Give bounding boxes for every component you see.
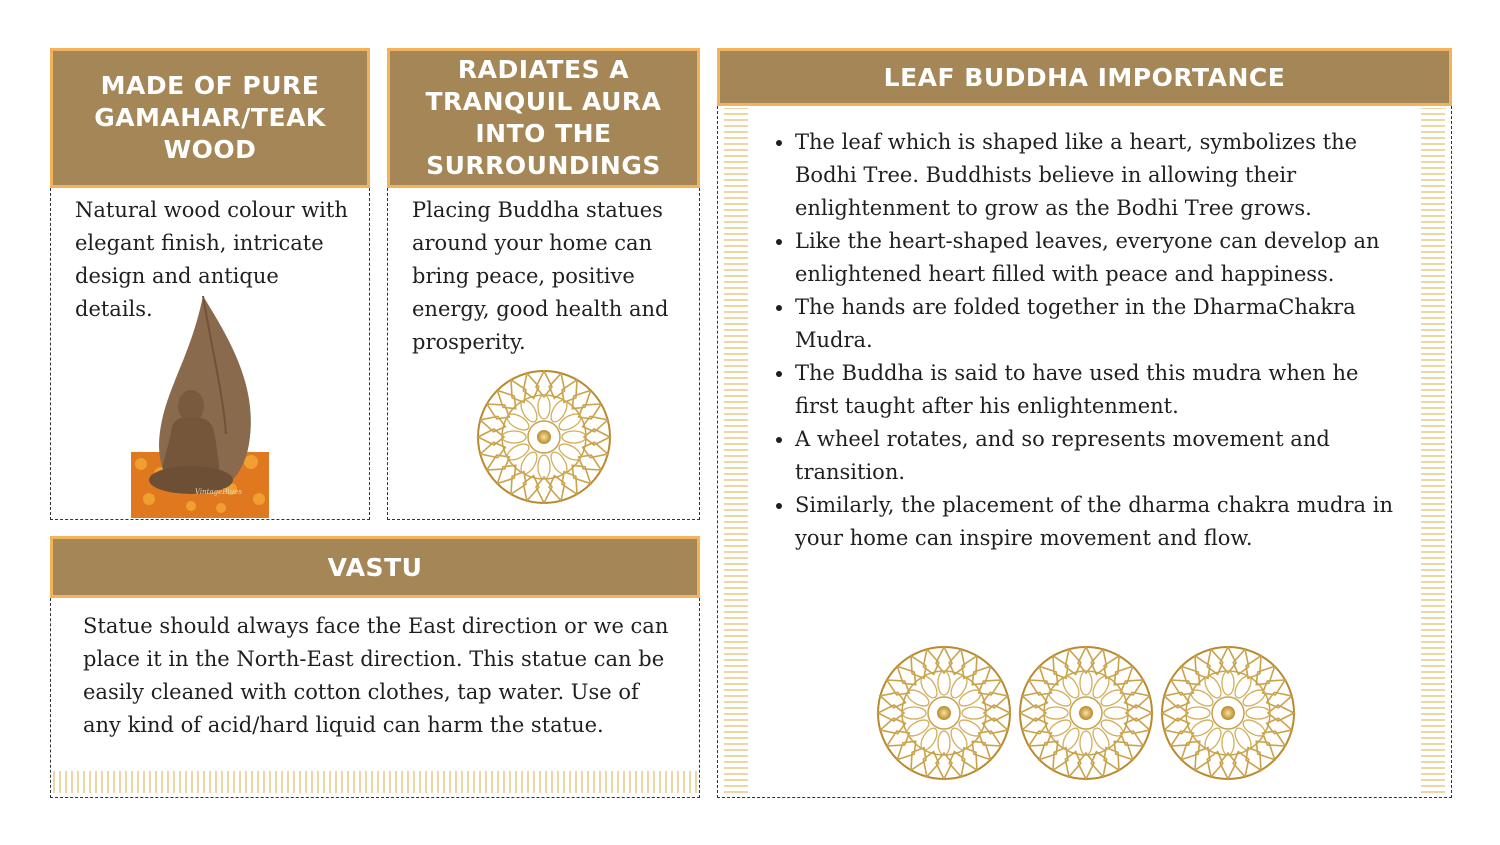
list-item: • Like the heart-shaped leaves, everyone can develop an enlightened heart filled with peace and happiness. [795,225,1395,291]
gold-border-right [1421,108,1445,793]
card-aura-text: Placing Buddha statues around your home can bring peace, positive energy, good health and prosperity. [412,198,669,354]
card-importance-body [717,106,1452,798]
list-item: • The hands are folded together in the DharmaChakra Mudra. [795,291,1395,357]
leaf-buddha-statue-image [131,294,269,518]
card-wood-body [50,188,370,520]
card-vastu-body [50,598,700,798]
card-importance [717,48,1452,798]
list-item: • Similarly, the placement of the dharma chakra mudra in your home can inspire movement and flow. [795,489,1395,555]
card-vastu-text: Statue should always face the East direction or we can place it in the North-East direction. This statue can be easily cleaned with cotton clothes, tap water. Use of any kind of acid/hard liquid can harm the statue. [83,614,669,737]
list-item: • A wheel rotates, and so represents movement and transition. [795,423,1395,489]
mandala-icon [475,368,613,506]
card-wood-title: MADE OF PURE GAMAHAR/TEAK WOOD [50,48,370,188]
mandala-icon [875,644,1013,782]
card-importance-title: LEAF BUDDHA IMPORTANCE [717,48,1452,106]
card-wood [50,48,370,520]
mandala-icon [1017,644,1155,782]
card-wood-text: Natural wood colour with elegant finish, intricate design and antique details. [75,198,348,321]
importance-list [773,126,1395,555]
card-aura-body [387,188,700,520]
list-item: • The leaf which is shaped like a heart, symbolizes the Bodhi Tree. Buddhists believe in allowing their enlightenment to grow as the Bodhi Tree grows. [795,126,1395,225]
card-aura [387,48,700,520]
card-vastu-title: VASTU [50,536,700,598]
svg-text:VintageBlues: VintageBlues [195,488,242,496]
mandala-icon [1159,644,1297,782]
gold-border-bottom [53,771,697,793]
gold-border-left [724,108,748,793]
card-aura-title: RADIATES A TRANQUIL AURA INTO THE SURROUNDINGS [387,48,700,188]
card-vastu [50,536,700,798]
list-item: • The Buddha is said to have used this mudra when he first taught after his enlightenment. [795,357,1395,423]
